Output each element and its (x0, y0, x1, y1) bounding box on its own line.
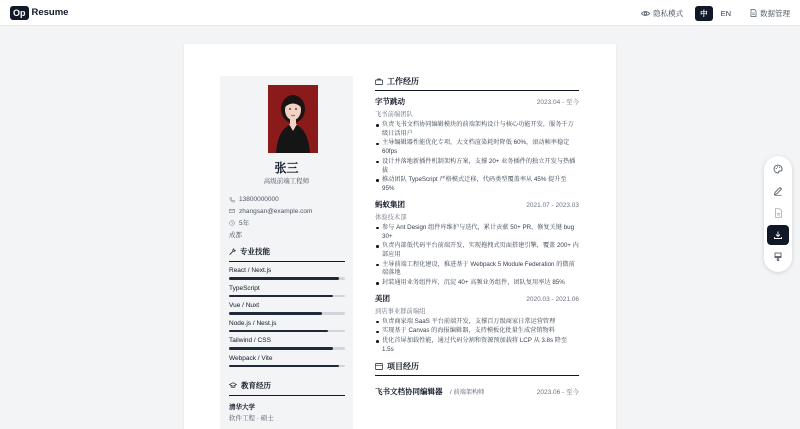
logo-text: Resume (31, 7, 69, 18)
graduation-cap-icon (229, 382, 237, 389)
skill-name: Webpack / Vite (229, 354, 273, 362)
data-management-button[interactable] (750, 8, 790, 19)
skill-bar-fill (229, 277, 339, 280)
file-icon (774, 208, 783, 218)
edit-button[interactable] (767, 181, 789, 201)
project-name: 飞书文档协同编辑器 (375, 386, 443, 396)
profile-name: 张三 (274, 161, 299, 175)
contact-info (229, 194, 312, 240)
download-button[interactable] (767, 225, 789, 245)
education-major: 软件工程 · 硕士 (229, 415, 274, 422)
job-department: 体验技术部 (375, 213, 407, 221)
project-item (375, 381, 579, 399)
job-item (375, 199, 579, 288)
job-header (375, 293, 579, 304)
contact-city (229, 229, 312, 241)
contact-experience (229, 217, 312, 229)
skill-name: Vue / Nuxt (229, 302, 260, 309)
job-bullet: 参与 Ant Design 组件库维护与迭代，累计贡献 50+ PR，修复关键 bug 30+ (375, 224, 579, 242)
code-box-icon (375, 363, 383, 370)
job-department: 飞书前端团队 (375, 111, 413, 118)
skill-bar (229, 330, 345, 333)
resume-sidebar (220, 76, 353, 429)
lang-zh-button[interactable]: 中 (695, 6, 713, 21)
experience-text: 5年 (239, 220, 250, 228)
email-text: zhangsan@example.com (239, 207, 313, 215)
job-bullets (375, 121, 579, 194)
job-header (375, 96, 579, 107)
download-icon (773, 230, 783, 240)
job-bullet: 封装通用业务组件库，沉淀 40+ 高频业务组件，团队复用率达 85% (375, 279, 579, 288)
job-period: 2020.03 - 2021.06 (526, 295, 579, 303)
job-item (375, 293, 579, 355)
briefcase-icon (375, 78, 383, 85)
job-bullets (375, 318, 579, 355)
skill-item (229, 302, 345, 315)
logo-badge: Op (10, 6, 29, 20)
skill-bar (229, 295, 345, 298)
privacy-mode-toggle[interactable] (641, 8, 683, 19)
skill-name: Tailwind / CSS (229, 337, 271, 344)
education-title-text: 教育经历 (241, 381, 271, 390)
work-title (375, 76, 579, 91)
document-icon (750, 9, 757, 17)
skill-item (229, 355, 345, 368)
skill-bar-fill (229, 330, 328, 333)
top-bar (0, 0, 800, 26)
skill-bar (229, 312, 345, 315)
skill-item (229, 320, 345, 333)
mail-icon (229, 208, 235, 214)
job-bullet: 负责飞书文档协同编辑模块的前端架构设计与核心功能开发，服务千万级日活用户 (375, 121, 579, 139)
top-actions (641, 0, 790, 26)
jobs-list (375, 96, 579, 355)
profile-photo (268, 85, 318, 153)
skills-title-text: 专业技能 (240, 247, 270, 256)
skill-bar (229, 277, 345, 280)
privacy-mode-label: 隐私模式 (653, 8, 684, 18)
pen-icon (773, 186, 783, 196)
job-department: 到店事业群前端组 (375, 307, 426, 315)
wrench-icon (229, 248, 236, 255)
city-text: 成都 (229, 231, 242, 239)
job-header (375, 199, 579, 210)
contact-email (229, 206, 312, 218)
skill-bar-fill (229, 365, 339, 368)
education-section (229, 380, 345, 422)
skill-item (229, 337, 345, 350)
eye-icon (641, 10, 650, 17)
brush-icon (773, 252, 783, 262)
project-period: 2023.06 - 至今 (536, 388, 579, 396)
skills-section (229, 246, 345, 367)
skill-item (229, 285, 345, 298)
job-item (375, 96, 579, 194)
skill-item (229, 267, 345, 280)
skill-name: TypeScript (229, 284, 260, 292)
job-bullet: 设计并落地新插件机制架构方案，支撑 20+ 业务插件的独立开发与热插拔 (375, 158, 579, 176)
job-bullet: 负责商家端 SaaS 平台前端开发，支撑百万级商家日常运营管理 (375, 318, 579, 327)
projects-title (375, 361, 579, 376)
job-company: 字节跳动 (375, 97, 405, 106)
resume-main (375, 76, 579, 399)
lang-en-button[interactable]: EN (720, 8, 731, 18)
skill-name: Node.js / Nest.js (229, 319, 277, 327)
projects-title-text: 项目经历 (387, 361, 419, 371)
resume-paper (184, 44, 616, 429)
skills-list (229, 267, 345, 367)
language-switch (695, 6, 736, 21)
template-button[interactable] (767, 203, 789, 223)
education-school: 清华大学 (229, 404, 255, 411)
project-role: / 前端架构师 (449, 388, 485, 396)
job-period: 2023.04 - 至今 (536, 99, 579, 106)
phone-icon (229, 197, 235, 203)
job-bullet: 负责内部低代码平台前端开发，实现拖拽式页面搭建引擎，覆盖 200+ 内部应用 (375, 242, 579, 260)
clock-icon (229, 220, 235, 226)
phone-text: 13800000000 (239, 196, 279, 204)
skill-bar (229, 347, 345, 350)
style-brush-button[interactable] (767, 247, 789, 267)
skills-title (229, 246, 345, 262)
floating-toolbar (764, 156, 792, 272)
job-company: 美团 (375, 293, 390, 303)
app-logo[interactable] (10, 6, 68, 20)
work-title-text: 工作经历 (387, 77, 419, 86)
job-bullet: 主导编辑器性能优化专项，大文档渲染耗时降低 60%，滚动帧率稳定 60fps (375, 139, 579, 157)
job-bullet: 推动团队 TypeScript 严格模式迁移，代码类型覆盖率从 45% 提升至 95% (375, 176, 579, 194)
theme-color-button[interactable] (767, 159, 789, 179)
job-bullet: 优化首屏加载性能，通过代码分割和资源预加载将 LCP 从 3.8s 降至 1.5s (375, 337, 579, 355)
contact-phone (229, 194, 312, 206)
profile-role: 高级前端工程师 (263, 178, 310, 185)
job-bullets (375, 224, 579, 288)
job-bullet: 实现基于 Canvas 的海报编辑器，支持模板化批量生成营销物料 (375, 327, 579, 336)
data-management-label: 数据管理 (760, 8, 790, 18)
job-bullet: 主导前端工程化建设，推进基于 Webpack 5 Module Federation 的微前端落地 (375, 261, 579, 279)
palette-icon (773, 164, 783, 174)
skill-bar (229, 365, 345, 368)
job-period: 2021.07 - 2023.03 (526, 201, 579, 209)
skill-bar-fill (229, 347, 333, 350)
job-company: 蚂蚁集团 (375, 199, 405, 209)
skill-name: React / Next.js (229, 267, 272, 274)
education-title (229, 380, 345, 396)
skill-bar-fill (229, 312, 322, 315)
skill-bar-fill (229, 295, 333, 298)
